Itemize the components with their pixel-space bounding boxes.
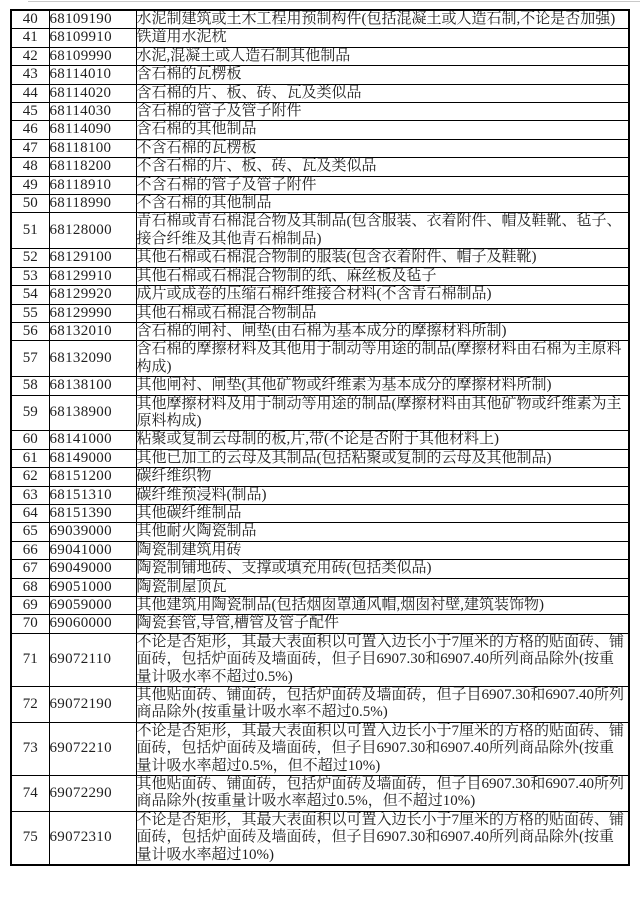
hs-code-cell: 68114090 [49,121,136,139]
table-row [11,687,629,723]
table-row [11,449,629,467]
row-number-cell: 41 [11,29,49,47]
row-number-cell: 63 [11,486,49,504]
row-number-cell: 53 [11,267,49,285]
description-cell: 其他石棉或石棉混合物制品 [136,304,629,322]
hs-code-cell: 68114030 [49,103,136,121]
row-number-cell: 54 [11,286,49,304]
hs-code-cell: 68138100 [49,377,136,395]
description-cell: 陶瓷套管,导管,槽管及管子配件 [136,615,629,633]
description-cell: 青石棉或青石棉混合物及其制品(包含服装、衣着附件、帽及鞋靴、毡子、接合纤维及其他青石棉制品) [136,213,629,249]
hs-code-cell: 68128000 [49,213,136,249]
table-row [11,541,629,559]
description-cell: 陶瓷制屋顶瓦 [136,578,629,596]
description-cell: 含石棉的管子及管子附件 [136,103,629,121]
description-cell: 成片或成卷的压缩石棉纤维接合材料(不含青石棉制品) [136,286,629,304]
table-row [11,249,629,267]
hs-code-table [10,9,630,866]
table-row [11,139,629,157]
table-row [11,176,629,194]
table-row [11,776,629,812]
description-cell: 含石棉的摩擦材料及其他用于制动等用途的制品(摩擦材料由石棉为主原料构成) [136,341,629,377]
description-cell: 含石棉的片、板、砖、瓦及类似品 [136,84,629,102]
table-body [11,10,629,865]
table-row [11,486,629,504]
table-row [11,66,629,84]
table-row [11,267,629,285]
hs-code-cell: 68114020 [49,84,136,102]
row-number-cell: 65 [11,523,49,541]
row-number-cell: 67 [11,560,49,578]
hs-code-cell: 68118200 [49,158,136,176]
description-cell: 含石棉的其他制品 [136,121,629,139]
description-cell: 不论是否矩形，其最大表面积以可置入边长小于7厘米的方格的贴面砖、铺面砖，包括炉面砖及墙面砖，但子目6907.30和6907.40所列商品除外(按重量计吸水率不超过0.5%) [136,633,629,686]
table-row [11,722,629,775]
table-row [11,377,629,395]
row-number-cell: 66 [11,541,49,559]
hs-code-cell: 68151390 [49,504,136,522]
hs-code-cell: 68129920 [49,286,136,304]
row-number-cell: 49 [11,176,49,194]
table-row [11,304,629,322]
row-number-cell: 52 [11,249,49,267]
description-cell: 铁道用水泥枕 [136,29,629,47]
table-row [11,286,629,304]
row-number-cell: 64 [11,504,49,522]
row-number-cell: 48 [11,158,49,176]
description-cell: 其他碳纤维制品 [136,504,629,522]
hs-code-cell: 69059000 [49,597,136,615]
row-number-cell: 51 [11,213,49,249]
hs-code-cell: 68129100 [49,249,136,267]
row-number-cell: 72 [11,687,49,723]
table-row [11,213,629,249]
row-number-cell: 56 [11,322,49,340]
description-cell: 含石棉的瓦楞板 [136,66,629,84]
row-number-cell: 50 [11,195,49,213]
description-cell: 其他耐火陶瓷制品 [136,523,629,541]
row-number-cell: 43 [11,66,49,84]
table-row [11,29,629,47]
hs-code-cell: 69060000 [49,615,136,633]
description-cell: 不含石棉的瓦楞板 [136,139,629,157]
description-cell: 其他石棉或石棉混合物制的纸、麻丝板及毡子 [136,267,629,285]
table-row [11,103,629,121]
description-cell: 陶瓷制建筑用砖 [136,541,629,559]
hs-code-cell: 69072310 [49,811,136,865]
row-number-cell: 45 [11,103,49,121]
hs-code-cell: 68114010 [49,66,136,84]
table-row [11,578,629,596]
description-cell: 其他闸衬、闸垫(其他矿物或纤维素为基本成分的摩擦材料所制) [136,377,629,395]
description-cell: 陶瓷制铺地砖、支撑或填充用砖(包括类似品) [136,560,629,578]
table-row [11,560,629,578]
description-cell: 粘聚或复制云母制的板,片,带(不论是否附于其他材料上) [136,431,629,449]
hs-code-cell: 69072210 [49,722,136,775]
row-number-cell: 75 [11,811,49,865]
table-row [11,811,629,865]
hs-code-cell: 69049000 [49,560,136,578]
description-cell: 不含石棉的片、板、砖、瓦及类似品 [136,158,629,176]
description-cell: 不论是否矩形，其最大表面积以可置入边长小于7厘米的方格的贴面砖、铺面砖，包括炉面砖及墙面砖，但子目6907.30和6907.40所列商品除外(按重量计吸水率超过0.5%，但不超过10%) [136,722,629,775]
row-number-cell: 60 [11,431,49,449]
description-cell: 碳纤维织物 [136,468,629,486]
description-cell: 其他石棉或石棉混合物制的服装(包含衣着附件、帽子及鞋靴) [136,249,629,267]
table-row [11,633,629,686]
description-cell: 水泥,混凝土或人造石制其他制品 [136,47,629,65]
hs-code-cell: 68129910 [49,267,136,285]
hs-code-cell: 69072110 [49,633,136,686]
row-number-cell: 55 [11,304,49,322]
row-number-cell: 59 [11,395,49,431]
hs-code-cell: 68129990 [49,304,136,322]
row-number-cell: 42 [11,47,49,65]
table-row [11,121,629,139]
table-row [11,504,629,522]
row-number-cell: 69 [11,597,49,615]
table-row [11,468,629,486]
hs-code-cell: 68138900 [49,395,136,431]
row-number-cell: 61 [11,449,49,467]
hs-code-cell: 68109190 [49,10,136,29]
hs-code-cell: 69041000 [49,541,136,559]
hs-code-cell: 68151200 [49,468,136,486]
hs-code-cell: 68151310 [49,486,136,504]
table-row [11,84,629,102]
table-row [11,523,629,541]
description-cell: 其他贴面砖、铺面砖，包括炉面砖及墙面砖，但子目6907.30和6907.40所列商品除外(按重量计吸水率超过0.5%，但不超过10%) [136,776,629,812]
row-number-cell: 40 [11,10,49,29]
hs-code-cell: 69072190 [49,687,136,723]
table-row [11,47,629,65]
row-number-cell: 68 [11,578,49,596]
hs-code-cell: 69039000 [49,523,136,541]
row-number-cell: 47 [11,139,49,157]
row-number-cell: 58 [11,377,49,395]
hs-code-cell: 68118100 [49,139,136,157]
table-row [11,195,629,213]
row-number-cell: 46 [11,121,49,139]
description-cell: 不含石棉的其他制品 [136,195,629,213]
hs-code-cell: 69072290 [49,776,136,812]
hs-code-cell: 68118910 [49,176,136,194]
hs-code-cell: 68132010 [49,322,136,340]
row-number-cell: 71 [11,633,49,686]
row-number-cell: 44 [11,84,49,102]
row-number-cell: 70 [11,615,49,633]
table-row [11,395,629,431]
hs-code-cell: 68109910 [49,29,136,47]
description-cell: 水泥制建筑或土木工程用预制构件(包括混凝土或人造石制,不论是否加强) [136,10,629,29]
table-row [11,10,629,29]
description-cell: 其他建筑用陶瓷制品(包括烟囱罩通风帽,烟囱衬壁,建筑装饰物) [136,597,629,615]
description-cell: 其他已加工的云母及其制品(包括粘聚或复制的云母及其他制品) [136,449,629,467]
row-number-cell: 73 [11,722,49,775]
hs-code-cell: 68141000 [49,431,136,449]
description-cell: 其他摩擦材料及用于制动等用途的制品(摩擦材料由其他矿物或纤维素为主原料构成) [136,395,629,431]
description-cell: 其他贴面砖、铺面砖，包括炉面砖及墙面砖，但子目6907.30和6907.40所列商品除外(按重量计吸水率不超过0.5%) [136,687,629,723]
table-row [11,322,629,340]
description-cell: 碳纤维预浸料(制品) [136,486,629,504]
table-row [11,341,629,377]
hs-code-cell: 69051000 [49,578,136,596]
table-row [11,431,629,449]
table-row [11,597,629,615]
table-row [11,158,629,176]
page-edge-artifact [28,1,640,2]
hs-code-cell: 68109990 [49,47,136,65]
hs-code-cell: 68118990 [49,195,136,213]
table-row [11,615,629,633]
row-number-cell: 74 [11,776,49,812]
row-number-cell: 57 [11,341,49,377]
description-cell: 不论是否矩形，其最大表面积以可置入边长小于7厘米的方格的贴面砖、铺面砖，包括炉面砖及墙面砖，但子目6907.30和6907.40所列商品除外(按重量计吸水率超过10%) [136,811,629,865]
hs-code-cell: 68149000 [49,449,136,467]
description-cell: 不含石棉的管子及管子附件 [136,176,629,194]
row-number-cell: 62 [11,468,49,486]
hs-code-cell: 68132090 [49,341,136,377]
description-cell: 含石棉的闸衬、闸垫(由石棉为基本成分的摩擦材料所制) [136,322,629,340]
